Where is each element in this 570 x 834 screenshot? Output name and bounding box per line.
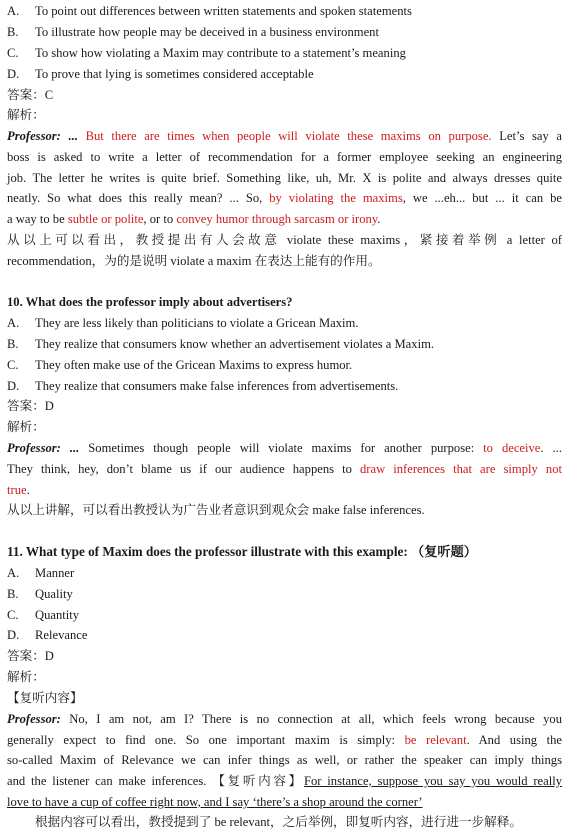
q11-answer: 答案：D [7, 649, 54, 663]
q10-option-c: C. They often make use of the Gricean Maxims to express humor. [7, 358, 353, 372]
q10-option-b: B. They realize that consumers know whether an advertisement violates a Maxim. [7, 337, 435, 351]
q9-option-b: B. To illustrate how people may be deceived in a business environment [7, 25, 379, 39]
q11-excerpt-line-1: Professor: No, I am not, am I? There is no connection at all, which feels wrong because you [7, 712, 562, 726]
q11-option-b: B. Quality [7, 587, 73, 601]
q11-note: 根据内容可以看出，教授提到了 be relevant，之后举例，即复听内容，进行进一步解释。 [35, 815, 522, 829]
q11-excerpt-line-2: generally expect to find one. So one important maxim is simply: be relevant. And using the [7, 733, 562, 747]
q9-note-line-1: 从以上可以看出，教授提出有人会故意 violate these maxims，紧接着举例 a letter of [7, 233, 562, 247]
q11-excerpt-line-5: love to have a cup of coffee right now, and I say ‘there’s a shop around the corner’ [7, 795, 423, 809]
q9-excerpt-line-1: Professor: ... But there are times when people will violate these maxims on purpose. Let’s say a [7, 129, 562, 143]
q11-option-c: C. Quantity [7, 608, 80, 622]
q11-excerpt-line-4: and the listener can make inferences. 【复听内容】For instance, suppose you say you would really [7, 774, 563, 788]
q9-analysis-label: 解析： [7, 108, 45, 122]
q9-note-line-2: recommendation，为的是说明 violate a maxim 在表达上能有的作用。 [7, 254, 381, 268]
q10-analysis-label: 解析： [7, 420, 45, 434]
q11-replay-label: 【复听内容】 [7, 691, 83, 705]
q9-option-d: D. To prove that lying is sometimes considered acceptable [7, 67, 314, 81]
q10-excerpt-line-3: true. [7, 483, 30, 497]
q9-excerpt-line-5: a way to be subtle or polite, or to convey humor through sarcasm or irony. [7, 212, 381, 226]
q10-excerpt-line-1: Professor: ... Sometimes though people will violate maxims for another purpose: to deceive. ... [7, 441, 562, 455]
q10-excerpt-line-2: They think, hey, don’t blame us if our audience happens to draw inferences that are simply not [7, 462, 562, 476]
q9-excerpt-line-2: boss is asked to write a letter of recommendation for a former employee seeking an engineering [7, 150, 562, 164]
q11-analysis-label: 解析： [7, 670, 45, 684]
q11-excerpt-line-3: so-called Maxim of Relevance we can infer things as well, or rather the speaker can imply things [7, 753, 562, 767]
q9-option-a: A. To point out differences between written statements and spoken statements [7, 4, 412, 18]
q10-question: 10. What does the professor imply about advertisers? [7, 295, 293, 309]
q10-note: 从以上讲解，可以看出教授认为广告业者意识到观众会 make false inferences. [7, 503, 425, 517]
q10-option-a: A. They are less likely than politicians to violate a Gricean Maxim. [7, 316, 359, 330]
q11-option-d: D. Relevance [7, 628, 88, 642]
q11-option-a: A. Manner [7, 566, 75, 580]
q9-answer: 答案：C [7, 88, 54, 102]
q10-answer: 答案：D [7, 399, 54, 413]
q11-question: 11. What type of Maxim does the professor illustrate with this example: （复听题） [7, 544, 477, 559]
q9-excerpt-line-4: neatly. So what does this really mean? ... So, by violating the maxims, we ...eh... but ... it can be [7, 191, 562, 205]
q10-option-d: D. They realize that consumers make false inferences from advertisements. [7, 379, 399, 393]
q9-option-c: C. To show how violating a Maxim may contribute to a statement’s meaning [7, 46, 406, 60]
q9-excerpt-line-3: job. The letter he writes is quite brief. Something like, uh, Mr. X is polite and always dresses quite [7, 171, 562, 185]
